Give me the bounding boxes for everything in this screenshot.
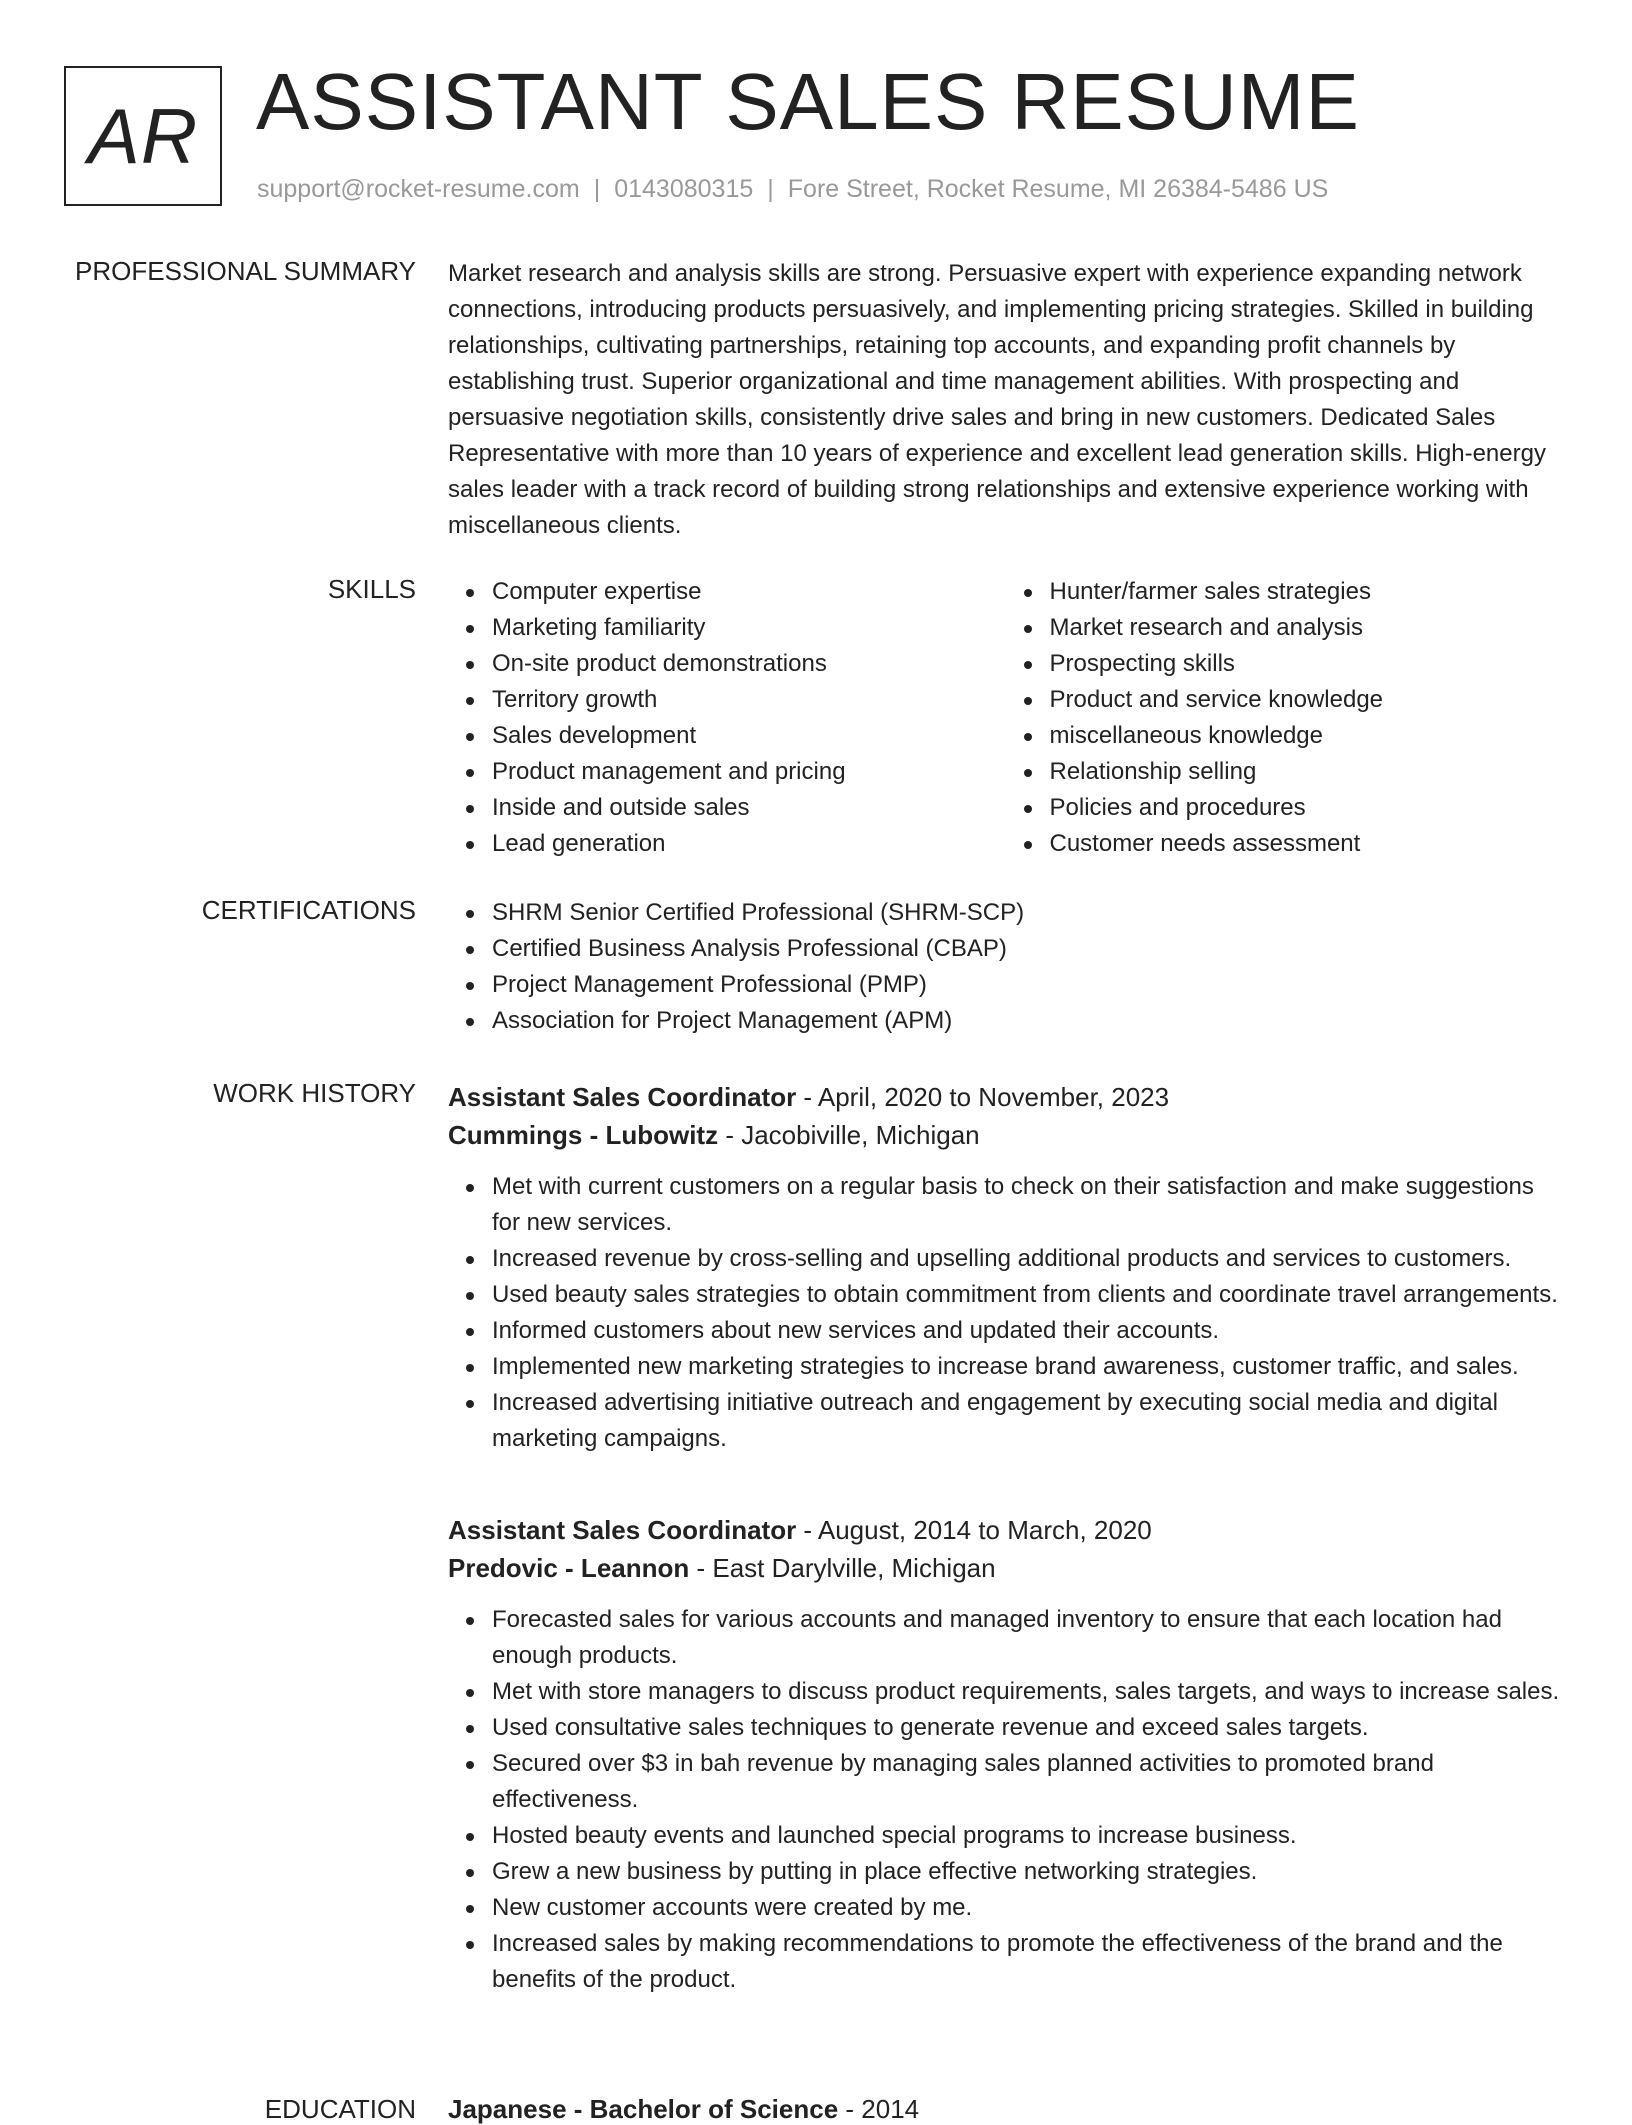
- job-company: Cummings - Lubowitz: [448, 1120, 719, 1150]
- job-location: - East Darylville, Michigan: [689, 1553, 996, 1583]
- skill-item: Product and service knowledge: [1050, 682, 1564, 718]
- summary-label: PROFESSIONAL SUMMARY: [75, 256, 416, 286]
- job-bullet: Increased revenue by cross-selling and upselling additional products and services to customers.: [492, 1241, 1563, 1277]
- skills-columns: [448, 574, 1563, 862]
- certifications-body: [448, 895, 1563, 1039]
- skill-item: Territory growth: [492, 682, 1006, 718]
- job-bullet: Hosted beauty events and launched special programs to increase business.: [492, 1818, 1563, 1854]
- contact-separator: |: [767, 175, 774, 203]
- certifications-label: CERTIFICATIONS: [201, 895, 416, 925]
- education-line: [448, 2094, 1563, 2124]
- job-bullets: [448, 1602, 1563, 1998]
- skill-item: Marketing familiarity: [492, 610, 1006, 646]
- skill-item: Sales development: [492, 718, 1006, 754]
- skills-label: SKILLS: [327, 574, 416, 604]
- monogram-initials: AR: [87, 91, 199, 180]
- skill-item: On-site product demonstrations: [492, 646, 1006, 682]
- job-title: Assistant Sales Coordinator: [448, 1515, 797, 1545]
- contact-phone: 0143080315: [614, 175, 754, 203]
- job-bullet: Increased sales by making recommendations to promote the effectiveness of the brand and the benefits of the product.: [492, 1926, 1563, 1998]
- job-bullet: Met with current customers on a regular basis to check on their satisfaction and make suggestions for new services.: [492, 1169, 1563, 1241]
- job-company-line: [448, 1116, 1563, 1154]
- job-entry: [448, 1078, 1563, 1457]
- job-bullet: Grew a new business by putting in place effective networking strategies.: [492, 1854, 1563, 1890]
- contact-email: support@rocket-resume.com: [257, 175, 580, 203]
- certification-item: Certified Business Analysis Professional (CBAP): [492, 931, 1563, 967]
- job-bullet: Increased advertising initiative outreach and engagement by executing social media and digital marketing campaigns.: [492, 1385, 1563, 1457]
- skill-item: Lead generation: [492, 826, 1006, 862]
- summary-text: Market research and analysis skills are strong. Persuasive expert with experience expanding network connections, introducing products persuasively, and implementing pricing strategies. Skilled in building relationships, cultivating partnerships, retaining top accounts, and expanding profit channels by establishing trust. Superior organizational and time management abilities. With prospecting and persuasive negotiation skills, consistently drive sales and bring in new customers. Dedicated Sales Representative with more than 10 years of experience and excellent lead generation skills. High-energy sales leader with a track record of building strong relationships and extensive experience working with miscellaneous clients.: [448, 260, 1546, 539]
- certification-item: Project Management Professional (PMP): [492, 967, 1563, 1003]
- job-title-line: [448, 1078, 1563, 1116]
- education-degree: Japanese - Bachelor of Science: [448, 2094, 839, 2124]
- job-bullet: Met with store managers to discuss product requirements, sales targets, and ways to increase sales.: [492, 1674, 1563, 1710]
- job-bullet: Used beauty sales strategies to obtain commitment from clients and coordinate travel arrangements.: [492, 1277, 1563, 1313]
- skill-item: Computer expertise: [492, 574, 1006, 610]
- skills-list-right: [1006, 574, 1564, 862]
- contact-address: Fore Street, Rocket Resume, MI 26384-5486 US: [787, 175, 1329, 203]
- skill-item: Policies and procedures: [1050, 790, 1564, 826]
- contact-separator: |: [593, 175, 601, 203]
- job-bullet: Used consultative sales techniques to generate revenue and exceed sales targets.: [492, 1710, 1563, 1746]
- contact-line: [257, 175, 1328, 204]
- skills-list-left: [448, 574, 1006, 862]
- job-entry: [448, 1511, 1563, 1998]
- job-dates: - April, 2020 to November, 2023: [796, 1082, 1170, 1112]
- skill-item: Hunter/farmer sales strategies: [1050, 574, 1564, 610]
- job-bullet: Forecasted sales for various accounts and managed inventory to ensure that each location had enough products.: [492, 1602, 1563, 1674]
- skill-item: Customer needs assessment: [1050, 826, 1564, 862]
- job-dates: - August, 2014 to March, 2020: [796, 1515, 1152, 1545]
- job-bullet: Implemented new marketing strategies to increase brand awareness, customer traffic, and sales.: [492, 1349, 1563, 1385]
- job-bullet: New customer accounts were created by me.: [492, 1890, 1563, 1926]
- certifications-list: [448, 895, 1563, 1039]
- work-history-label: WORK HISTORY: [213, 1078, 416, 1108]
- skill-item: miscellaneous knowledge: [1050, 718, 1564, 754]
- job-bullet: Secured over $3 in bah revenue by managing sales planned activities to promoted brand effectiveness.: [492, 1746, 1563, 1818]
- job-title-line: [448, 1511, 1563, 1549]
- skill-item: Product management and pricing: [492, 754, 1006, 790]
- job-company-line: [448, 1549, 1563, 1587]
- skill-item: Relationship selling: [1050, 754, 1564, 790]
- monogram-box: [64, 66, 222, 206]
- skill-item: Prospecting skills: [1050, 646, 1564, 682]
- education-year: - 2014: [838, 2094, 920, 2124]
- education-label: EDUCATION: [264, 2094, 416, 2124]
- certification-item: SHRM Senior Certified Professional (SHRM-SCP): [492, 895, 1563, 931]
- job-bullet: Informed customers about new services and updated their accounts.: [492, 1313, 1563, 1349]
- certification-item: Association for Project Management (APM): [492, 1003, 1563, 1039]
- job-location: - Jacobiville, Michigan: [718, 1120, 980, 1150]
- job-company: Predovic - Leannon: [448, 1553, 690, 1583]
- job-bullets: [448, 1169, 1563, 1457]
- skill-item: Inside and outside sales: [492, 790, 1006, 826]
- job-title: Assistant Sales Coordinator: [448, 1082, 797, 1112]
- page-title: ASSISTANT SALES RESUME: [256, 57, 1360, 146]
- skill-item: Market research and analysis: [1050, 610, 1564, 646]
- work-history-body: [448, 1078, 1563, 2052]
